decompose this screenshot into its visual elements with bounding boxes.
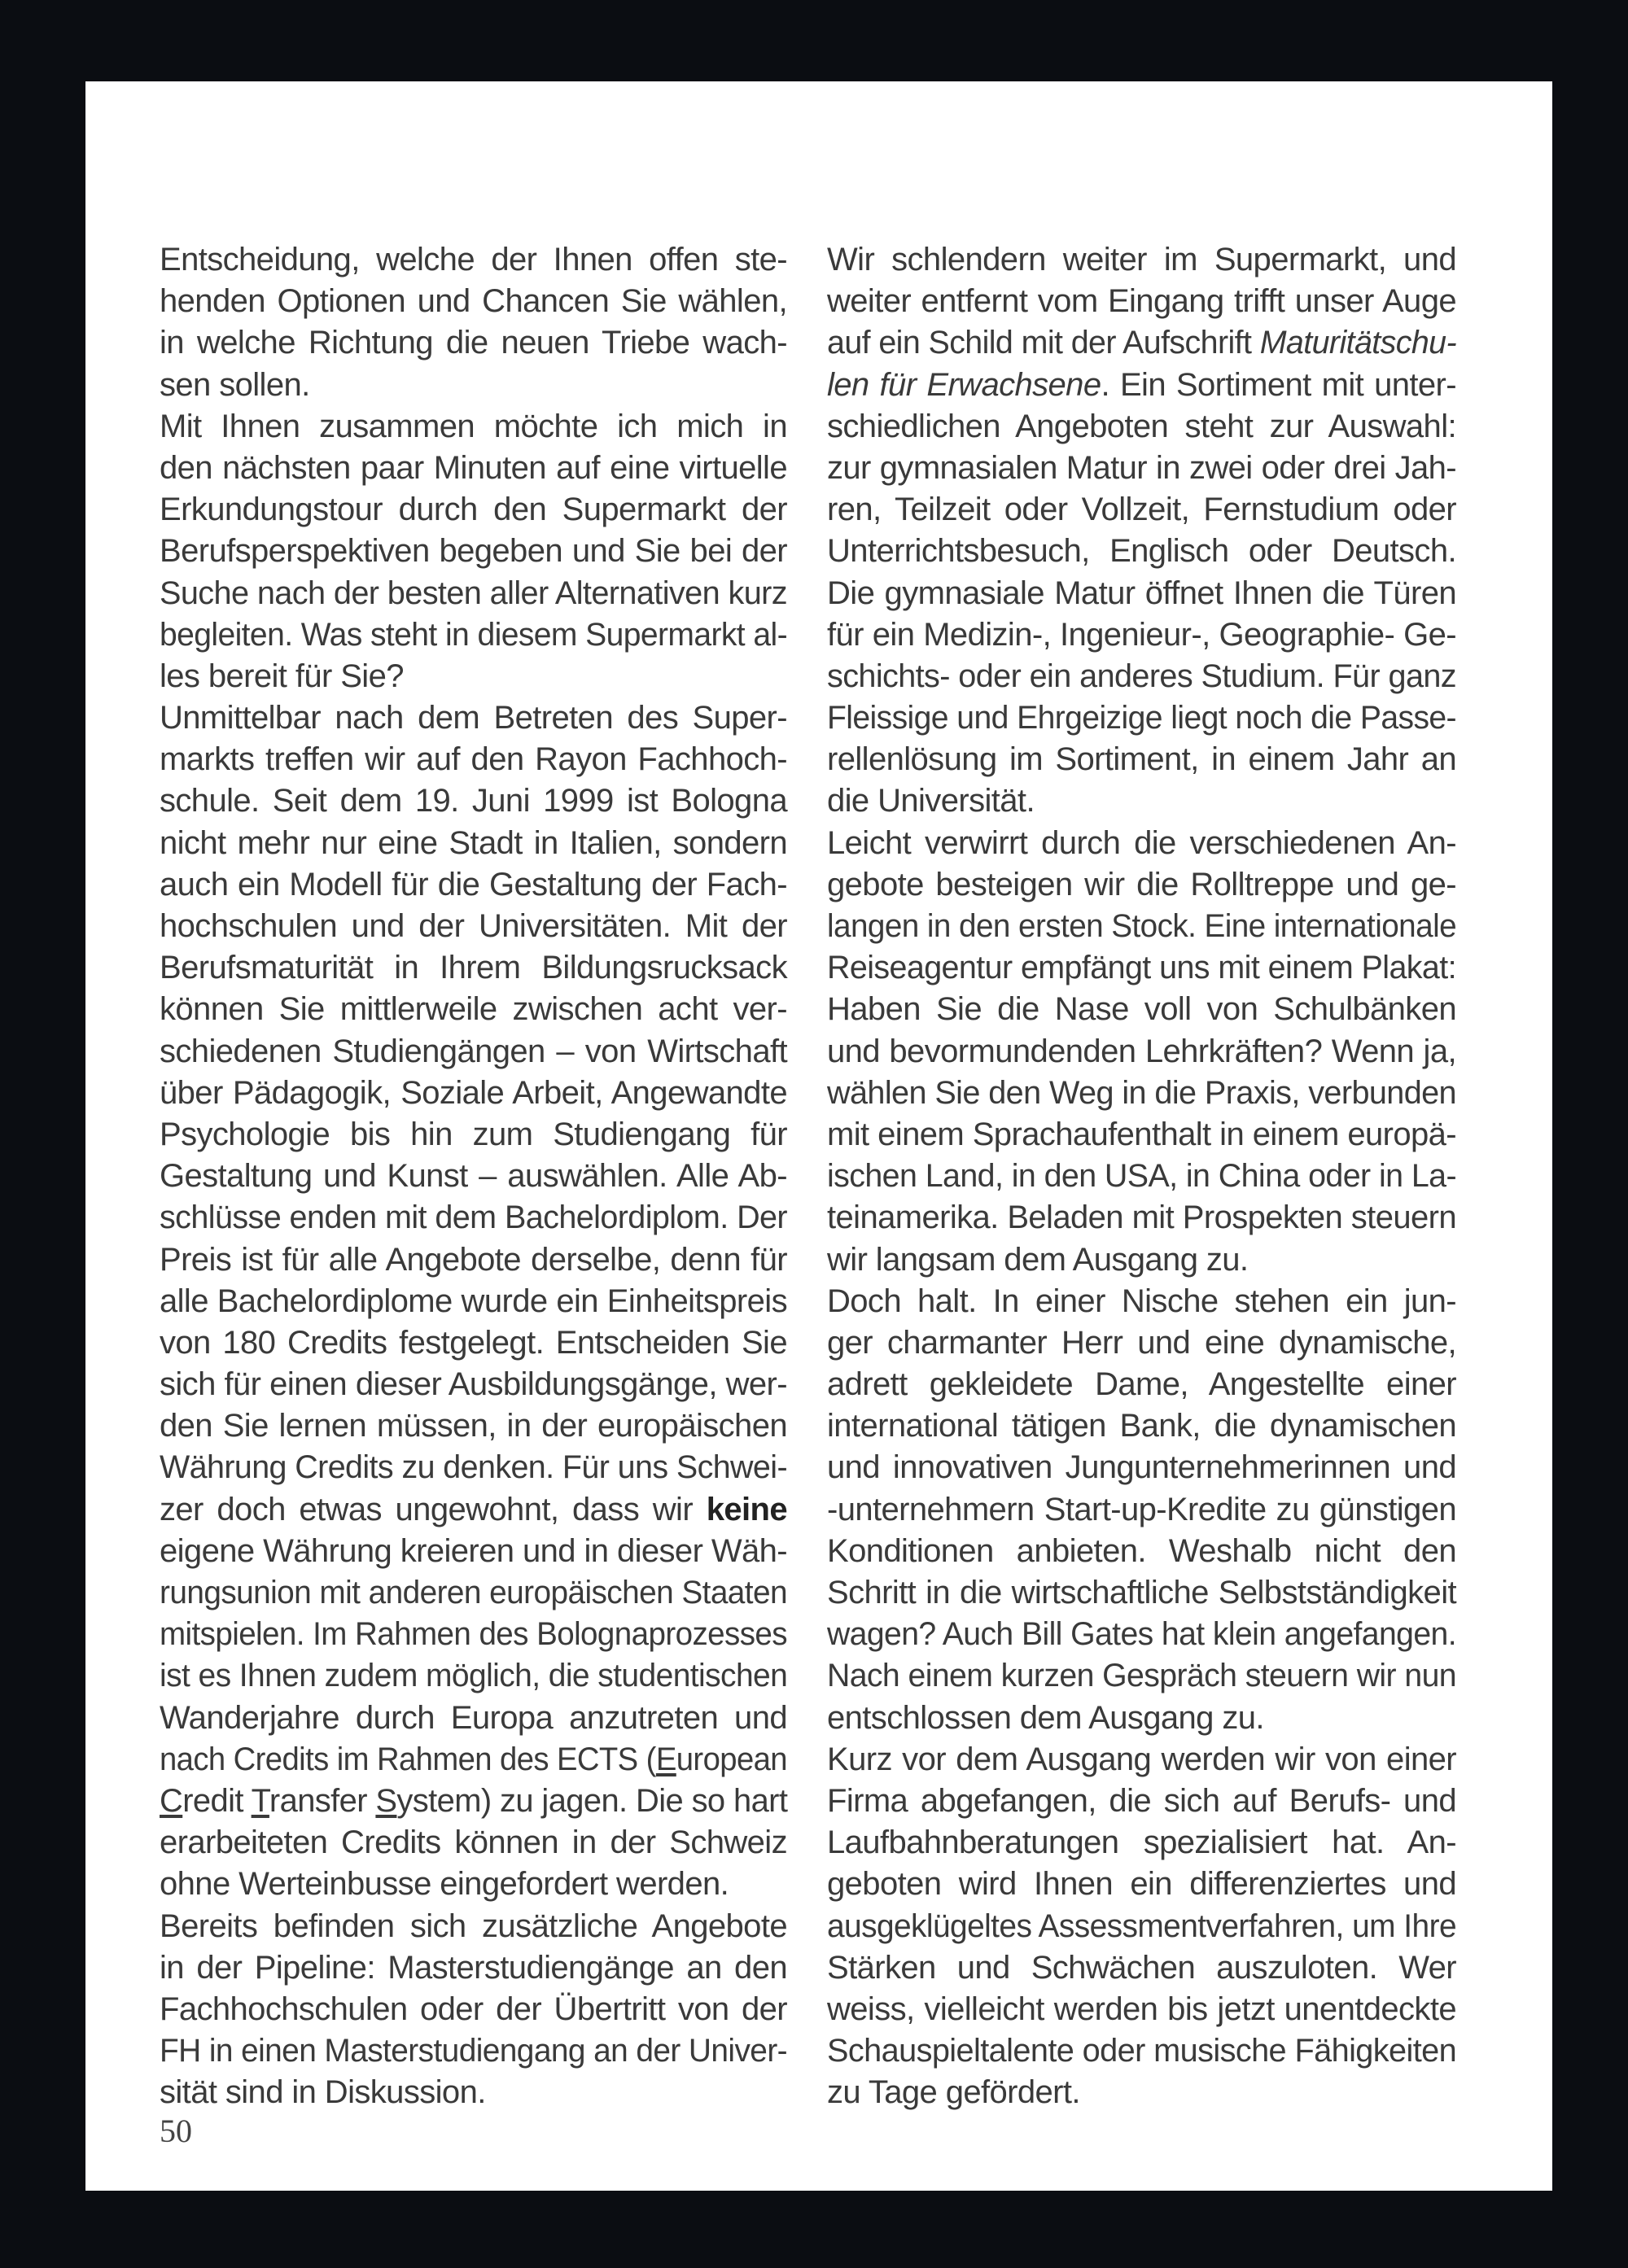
text-line (160, 780, 787, 822)
text-line (827, 322, 1456, 364)
text-line (160, 1698, 787, 1739)
line-text: ausgeklügeltes Assessmentverfahren, um Ihre (827, 1907, 1456, 1944)
line-text: langen in den ersten Stock. Eine internationale (827, 908, 1457, 944)
line-text: uropean (676, 1741, 787, 1777)
line-text: eigene Währung kreieren und in dieser Wäh- (160, 1532, 787, 1569)
text-line (160, 1156, 787, 1197)
line-text: Schritt in die wirtschaftliche Selbstständigkeit (827, 1575, 1456, 1610)
text-line (827, 281, 1456, 322)
text-line (827, 1989, 1456, 2030)
text-line (160, 1531, 787, 1572)
text-line (160, 739, 787, 780)
text-line (827, 573, 1456, 614)
text-line (827, 1364, 1456, 1405)
line-text: sich für einen dieser Ausbildungsgänge, wer- (160, 1366, 787, 1403)
line-text: Berufsperspektiven begeben und Sie bei der (160, 533, 787, 570)
line-text: Konditionen anbieten. Weshalb nicht den (827, 1532, 1456, 1569)
text-line (160, 1739, 787, 1781)
line-text: ransfer (269, 1782, 376, 1819)
line-text: les bereit für Sie? (160, 658, 404, 694)
text-line (160, 281, 787, 322)
text-line (827, 1281, 1456, 1322)
text-line (827, 1614, 1456, 1655)
text-line (160, 1989, 787, 2030)
line-text: Haben Sie die Nase voll von Schulbänken (827, 991, 1456, 1028)
text-line (827, 1197, 1456, 1239)
text-line (160, 906, 787, 947)
text-line (160, 1781, 787, 1822)
line-text: ist es Ihnen zudem möglich, die studentischen (160, 1658, 788, 1694)
line-text: Kurz vor dem Ausgang werden wir von einer (827, 1741, 1456, 1777)
line-text: entschlossen dem Ausgang zu. (827, 1699, 1264, 1736)
line-text: Suche nach der besten aller Alternativen kurz (160, 575, 787, 611)
bold-text: keine (706, 1491, 787, 1527)
text-line (160, 1031, 787, 1073)
text-line (827, 1655, 1456, 1697)
text-line (827, 823, 1456, 864)
text-line (827, 780, 1456, 822)
text-line (160, 823, 787, 864)
text-line (827, 1322, 1456, 1364)
text-line (827, 1906, 1456, 1947)
text-line (827, 656, 1456, 697)
line-text: den nächsten paar Minuten auf eine virtuelle (160, 449, 787, 486)
line-text: schiedlichen Angeboten steht zur Auswahl: (827, 408, 1456, 444)
text-line (827, 531, 1456, 572)
text-line (160, 1239, 787, 1281)
line-text: geboten wird Ihnen ein differenziertes und (827, 1866, 1456, 1903)
line-text: sen sollen. (160, 366, 310, 403)
text-line (160, 2030, 787, 2072)
line-text: Firma abgefangen, die sich auf Berufs- und (827, 1782, 1456, 1819)
text-line (827, 489, 1456, 531)
page-number: 50 (160, 2113, 192, 2149)
line-text: Unterrichtsbesuch, Englisch oder Deutsch. (827, 533, 1456, 570)
line-text: sität sind in Diskussion. (160, 2074, 486, 2111)
line-text: rungsunion mit anderen europäischen Staaten (160, 1575, 787, 1610)
line-text: wagen? Auch Bill Gates hat klein angefangen. (827, 1616, 1456, 1653)
line-text: teinamerika. Beladen mit Prospekten steuern (827, 1200, 1456, 1236)
line-text: schichts- oder ein anderes Studium. Für ganz (827, 658, 1456, 694)
text-line (827, 1073, 1456, 1114)
italic-text: len für Erwachsene (827, 366, 1101, 403)
line-text: Psychologie bis hin zum Studiengang für (160, 1116, 787, 1152)
line-text: Wir schlendern weiter im Supermarkt, und (827, 242, 1456, 277)
line-text: ystem) zu jagen. Die so hart (396, 1782, 788, 1819)
text-line (827, 1447, 1456, 1488)
line-text: weiter entfernt vom Eingang trifft unser Auge (827, 283, 1456, 320)
line-text: Doch halt. In einer Nische stehen ein jun- (827, 1283, 1456, 1319)
line-text: die Universität. (827, 783, 1035, 819)
text-line (160, 1822, 787, 1864)
line-text: henden Optionen und Chancen Sie wählen, (160, 283, 787, 320)
line-text: Erkundungstour durch den Supermarkt der (160, 492, 787, 528)
text-line (827, 614, 1456, 656)
text-line (160, 365, 787, 406)
underlined-initial: S (375, 1782, 397, 1819)
line-text: Mit Ihnen zusammen möchte ich mich in (160, 408, 787, 444)
document-page (85, 81, 1552, 2191)
line-text: markts treffen wir auf den Rayon Fachhoch- (160, 741, 787, 778)
text-line (827, 1156, 1456, 1197)
line-text: zur gymnasialen Matur in zwei oder drei Jah- (827, 449, 1456, 486)
line-text: Bereits befinden sich zusätzliche Angebote (160, 1907, 787, 1944)
line-text: gebote besteigen wir die Rolltreppe und ge- (827, 866, 1456, 902)
text-line (160, 1614, 787, 1655)
line-text: Laufbahnberatungen spezialisiert hat. An- (827, 1824, 1456, 1861)
line-text: mitspielen. Im Rahmen des Bolognaprozesses (160, 1616, 787, 1653)
line-text: Preis ist für alle Angebote derselbe, denn für (160, 1241, 787, 1278)
text-line (160, 1281, 787, 1322)
text-line (160, 1906, 787, 1947)
line-text: schlüsse enden mit dem Bachelordiplom. Der (160, 1200, 787, 1236)
line-text: schule. Seit dem 19. Juni 1999 ist Bologna (160, 783, 787, 819)
text-line (827, 1489, 1456, 1531)
line-text: weiss, vielleicht werden bis jetzt unentdeckte (827, 1991, 1456, 2027)
text-line (160, 406, 787, 448)
text-line (160, 1864, 787, 1905)
text-line (827, 1114, 1456, 1156)
text-line (160, 322, 787, 364)
text-line (160, 1197, 787, 1239)
line-text: rellenlösung im Sortiment, in einem Jahr an (827, 741, 1456, 778)
line-text: ohne Werteinbusse eingefordert werden. (160, 1866, 729, 1903)
line-text: wir langsam dem Ausgang zu. (827, 1241, 1249, 1278)
line-text: adrett gekleidete Dame, Angestellte einer (827, 1366, 1456, 1403)
line-text: für ein Medizin-, Ingenieur-, Geographie- Ge- (827, 616, 1456, 653)
line-text: wählen Sie den Weg in die Praxis, verbunden (827, 1074, 1456, 1111)
line-text: Gestaltung und Kunst – auswählen. Alle Ab- (160, 1158, 787, 1195)
line-text: den Sie lernen müssen, in der europäischen (160, 1408, 787, 1444)
text-line (160, 1405, 787, 1447)
text-line (827, 864, 1456, 906)
text-line (827, 1405, 1456, 1447)
text-line (827, 1781, 1456, 1822)
line-text: Fachhochschulen oder der Übertritt von der (160, 1991, 787, 2027)
line-text: Fleissige und Ehrgeizige liegt noch die Passe- (827, 700, 1456, 736)
line-text: nicht mehr nur eine Stadt in Italien, sondern (160, 824, 787, 861)
line-text: redit (182, 1782, 252, 1819)
line-text: Nach einem kurzen Gespräch steuern wir nun (827, 1658, 1456, 1694)
line-text: . Ein Sortiment mit unter- (1101, 366, 1456, 403)
line-text: ren, Teilzeit oder Vollzeit, Fernstudium oder (827, 492, 1456, 528)
text-line (160, 1073, 787, 1114)
text-line (827, 1864, 1456, 1905)
text-line (160, 1655, 787, 1697)
text-line (827, 365, 1456, 406)
line-text: Leicht verwirrt durch die verschiedenen An- (827, 824, 1456, 861)
text-line (827, 406, 1456, 448)
text-line (827, 2072, 1456, 2113)
line-text: Reiseagentur empfängt uns mit einem Plakat: (827, 950, 1456, 986)
text-line (160, 989, 787, 1030)
line-text: Wanderjahre durch Europa anzutreten und (160, 1699, 787, 1736)
line-text: -unternehmern Start-up-Kredite zu günstigen (827, 1491, 1456, 1527)
line-text: und bevormundenden Lehrkräften? Wenn ja, (827, 1033, 1456, 1069)
underlined-initial: T (251, 1782, 269, 1819)
line-text: hochschulen und der Universitäten. Mit der (160, 908, 787, 944)
text-line (827, 1239, 1456, 1281)
line-text: ger charmanter Herr und eine dynamische, (827, 1324, 1456, 1361)
text-line (160, 656, 787, 697)
line-text: auch ein Modell für die Gestaltung der Fach- (160, 866, 787, 902)
line-text: Schauspieltalente oder musische Fähigkeiten (827, 2033, 1457, 2069)
text-line (160, 864, 787, 906)
text-line (160, 448, 787, 489)
text-line (827, 947, 1456, 989)
text-line (827, 1947, 1456, 1989)
text-line (827, 1572, 1456, 1614)
text-line (827, 448, 1456, 489)
text-line (160, 1364, 787, 1405)
line-text: Unmittelbar nach dem Betreten des Super- (160, 700, 787, 736)
text-line (827, 2030, 1456, 2072)
text-line (160, 489, 787, 531)
text-line (160, 531, 787, 572)
text-line (160, 573, 787, 614)
line-text: ischen Land, in den USA, in China oder in La- (827, 1158, 1456, 1195)
line-text: in welche Richtung die neuen Triebe wach- (160, 325, 787, 361)
text-line (160, 1447, 787, 1488)
text-line (160, 1572, 787, 1614)
underlined-initial: C (160, 1782, 183, 1819)
line-text: über Pädagogik, Soziale Arbeit, Angewandte (160, 1074, 787, 1111)
line-text: nach Credits im Rahmen des ECTS ( (160, 1741, 656, 1777)
line-text: von 180 Credits festgelegt. Entscheiden Sie (160, 1324, 787, 1361)
underlined-initial: E (655, 1741, 676, 1777)
text-line (160, 947, 787, 989)
text-line (160, 1114, 787, 1156)
text-line (827, 1739, 1456, 1781)
line-text: in der Pipeline: Masterstudiengänge an den (160, 1949, 787, 1986)
line-text: Berufsmaturität in Ihrem Bildungsrucksack (160, 950, 787, 986)
text-line (160, 1489, 787, 1531)
line-text: international tätigen Bank, die dynamischen (827, 1408, 1456, 1444)
line-text: Die gymnasiale Matur öffnet Ihnen die Türen (827, 575, 1456, 611)
text-line (160, 2072, 787, 2113)
line-text: zer doch etwas ungewohnt, dass wir (160, 1491, 707, 1527)
line-text: erarbeiteten Credits können in der Schweiz (160, 1824, 787, 1861)
text-line (827, 1531, 1456, 1572)
line-text: begleiten. Was steht in diesem Supermarkt al- (160, 616, 787, 653)
text-line (827, 1698, 1456, 1739)
text-line (827, 989, 1456, 1030)
right-text-column (827, 239, 1456, 2113)
line-text: zu Tage gefördert. (827, 2074, 1080, 2111)
text-line (160, 1947, 787, 1989)
text-line (160, 1322, 787, 1364)
line-text: Stärken und Schwächen auszuloten. Wer (827, 1949, 1456, 1986)
text-line (160, 697, 787, 739)
line-text: schiedenen Studiengängen – von Wirtschaft (160, 1033, 787, 1069)
line-text: können Sie mittlerweile zwischen acht ver- (160, 991, 787, 1028)
text-line (827, 739, 1456, 780)
line-text: alle Bachelordiplome wurde ein Einheitspreis (160, 1283, 787, 1319)
line-text: Währung Credits zu denken. Für uns Schwei- (160, 1449, 787, 1486)
text-line (827, 697, 1456, 739)
line-text: FH in einen Masterstudiengang an der Univer- (160, 2033, 788, 2069)
italic-text: Maturitätschu- (1259, 325, 1456, 361)
line-text: Entscheidung, welche der Ihnen offen ste- (160, 242, 787, 277)
text-line (160, 614, 787, 656)
text-line (827, 906, 1456, 947)
text-line (160, 239, 787, 281)
line-text: und innovativen Jungunternehmerinnen und (827, 1449, 1456, 1486)
text-line (827, 1031, 1456, 1073)
line-text: auf ein Schild mit der Aufschrift (827, 325, 1260, 361)
text-line (827, 1822, 1456, 1864)
line-text: mit einem Sprachaufenthalt in einem europä- (827, 1116, 1456, 1152)
text-line (827, 239, 1456, 281)
left-text-column (160, 239, 787, 2113)
